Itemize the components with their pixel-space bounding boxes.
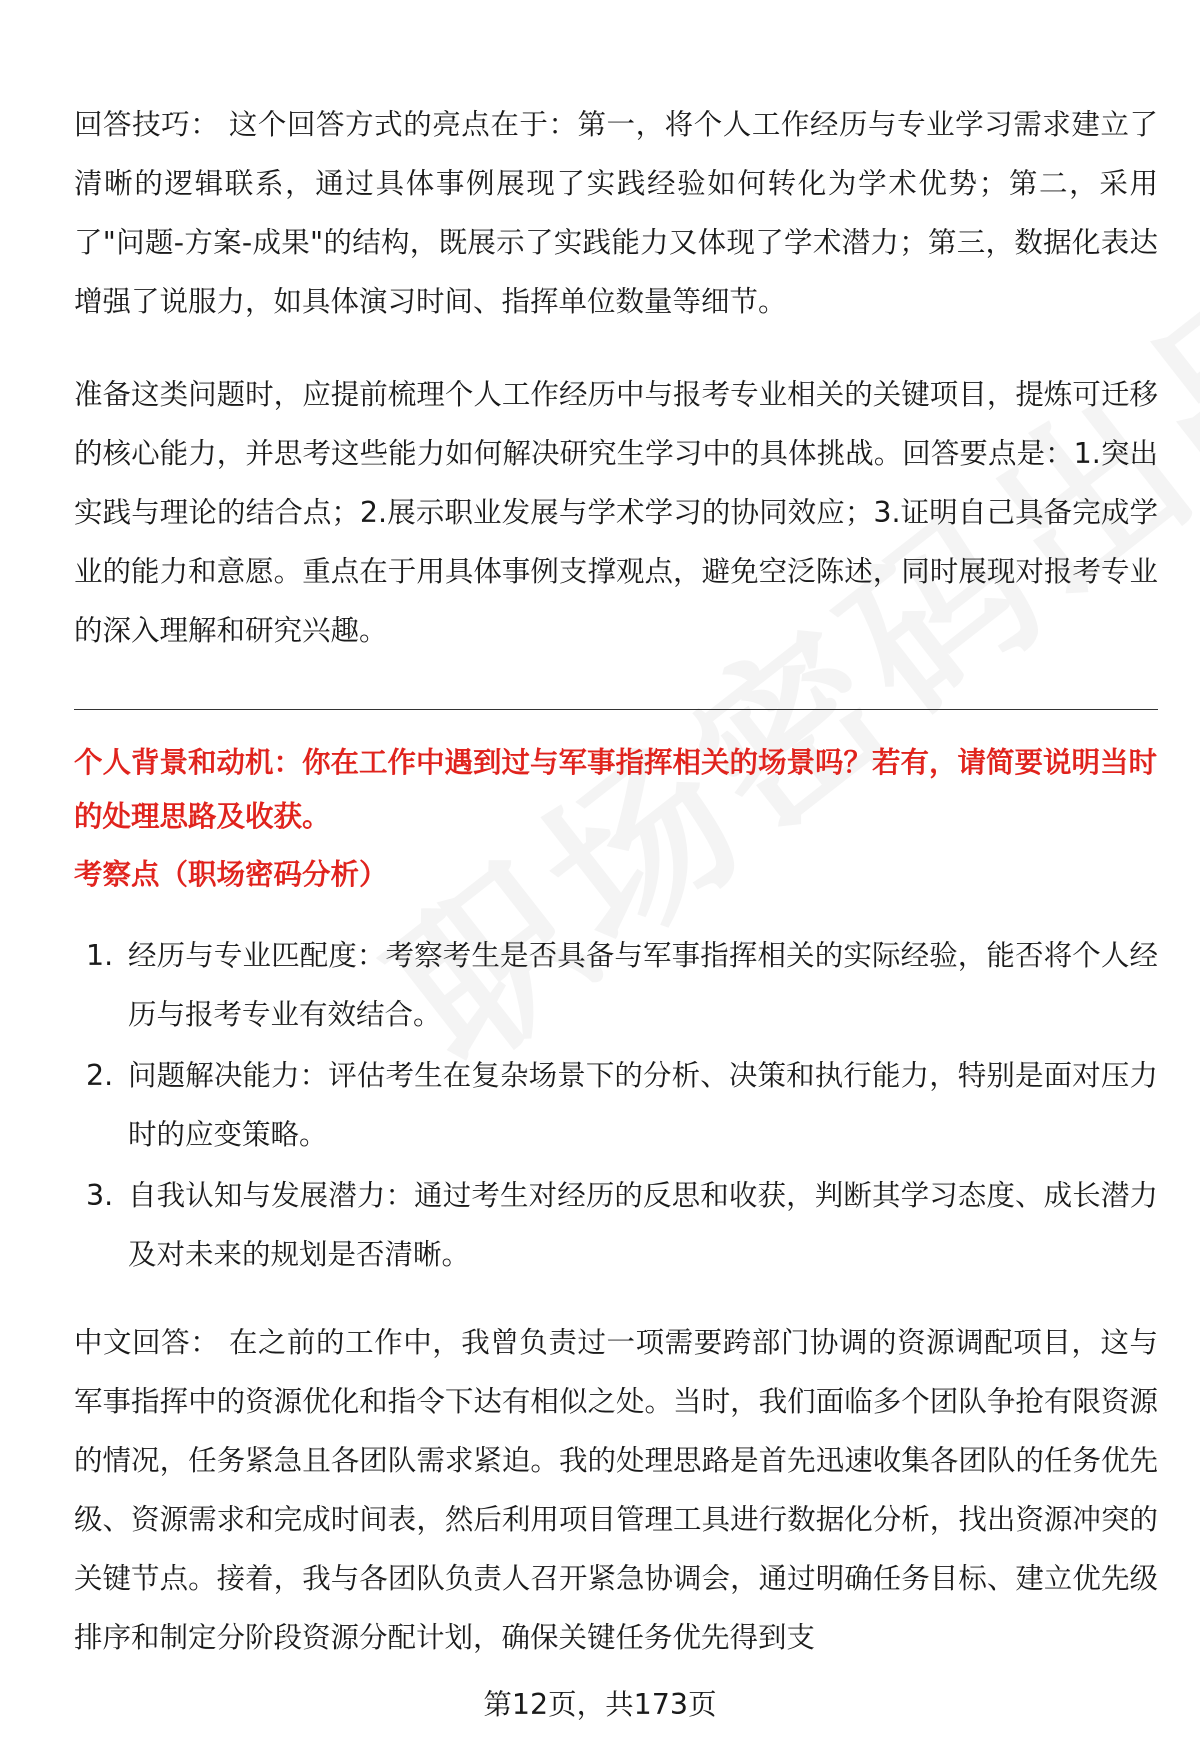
page-number-footer: 第12页，共173页 [483, 1688, 717, 1721]
question-heading: 个人背景和动机：你在工作中遇到过与军事指挥相关的场景吗？若有，请简要说明当时的处理思路及收获。 [74, 746, 1158, 833]
preparation-paragraph: 准备这类问题时，应提前梳理个人工作经历中与报考专业相关的关键项目，提炼可迁移的核心能力，并思考这些能力如何解决研究生学习中的具体挑战。回答要点是：1.突出实践与理论的结合点；2.展示职业发展与学术学习的协同效应；3.证明自己具备完成学业的能力和意愿。重点在于用具体事例支撑观点，避免空泛陈述，同时展现对报考专业的深入理解和研究兴趣。 [74, 378, 1158, 647]
list-item-number: 3. [86, 1179, 114, 1212]
chinese-answer-paragraph: 中文回答： 在之前的工作中，我曾负责过一项需要跨部门协调的资源调配项目，这与军事指挥中的资源优化和指令下达有相似之处。当时，我们面临多个团队争抢有限资源的情况，任务紧急且各团队需求紧迫。我的处理思路是首先迅速收集各团队的任务优先级、资源需求和完成时间表，然后利用项目管理工具进行数据化分析，找出资源冲突的关键节点。接着，我与各团队负责人召开紧急协调会，通过明确任务目标、建立优先级排序和制定分阶段资源分配计划，确保关键任务优先得到支 [74, 1326, 1158, 1654]
list-item-number: 2. [86, 1059, 114, 1092]
assessment-points-list [74, 926, 1158, 1286]
list-item-text: 自我认知与发展潜力：通过考生对经历的反思和收获，判断其学习态度、成长潜力及对未来的规划是否清晰。 [128, 1179, 1158, 1271]
list-item-text: 经历与专业匹配度：考察考生是否具备与军事指挥相关的实际经验，能否将个人经历与报考专业有效结合。 [128, 939, 1158, 1031]
list-item-number: 1. [86, 939, 114, 972]
answer-tips-paragraph: 回答技巧： 这个回答方式的亮点在于：第一，将个人工作经历与专业学习需求建立了清晰的逻辑联系，通过具体事例展现了实践经验如何转化为学术优势；第二，采用了"问题-方案-成果"的结构，既展示了实践能力又体现了学术潜力；第三，数据化表达增强了说服力，如具体演习时间、指挥单位数量等细节。 [74, 108, 1158, 318]
list-item-text: 问题解决能力：评估考生在复杂场景下的分析、决策和执行能力，特别是面对压力时的应变策略。 [128, 1059, 1158, 1151]
list-item [74, 1166, 1158, 1284]
list-item [74, 926, 1158, 1044]
section-divider [74, 709, 1158, 710]
list-item [74, 1046, 1158, 1164]
assessment-points-heading: 考察点（职场密码分析） [74, 858, 388, 891]
